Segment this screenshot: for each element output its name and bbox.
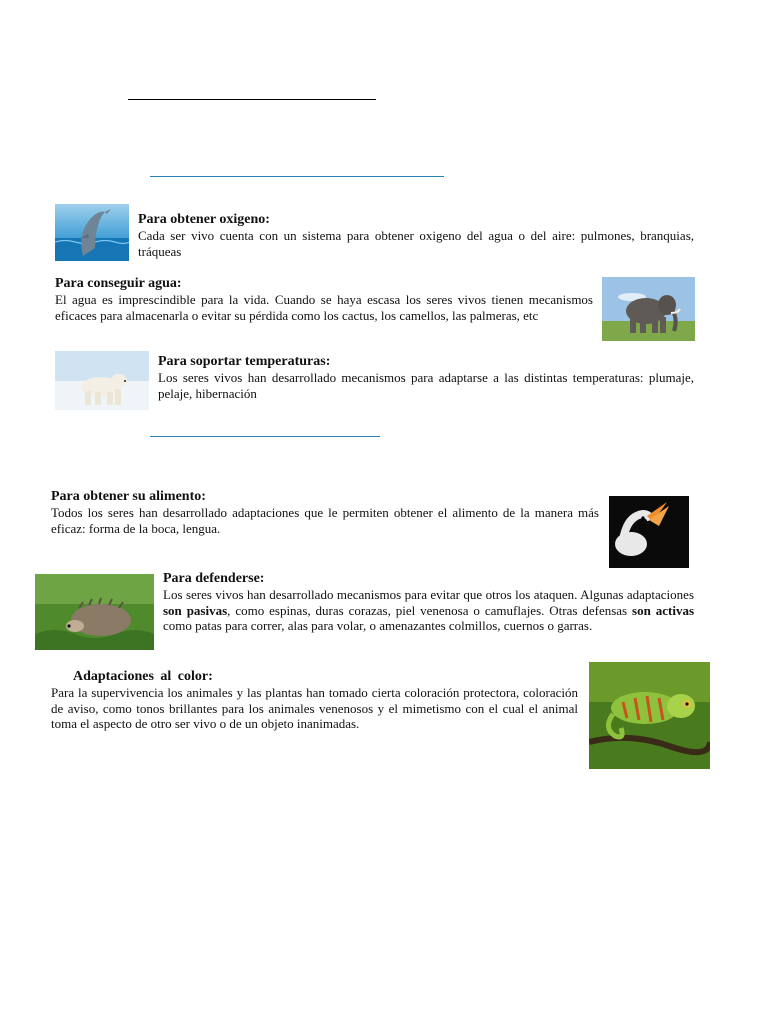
polar-bear-image — [55, 351, 149, 410]
chameleon-icon — [589, 662, 710, 769]
section-temperaturas — [158, 353, 694, 401]
bold-term-pasivas: son pasivas — [163, 602, 228, 618]
section-title: Para conseguir agua: — [55, 276, 182, 291]
section-title: Para obtener oxigeno: — [138, 212, 270, 227]
dolphin-icon — [55, 204, 129, 261]
elephant-icon — [602, 277, 695, 341]
section-text: Todos los seres han desarrollado adaptaciones que le permiten obtener el alimento de la manera más eficaz: forma de la boca, lengua. — [51, 505, 599, 536]
polar-bear-icon — [55, 351, 149, 410]
section-oxigeno — [138, 211, 694, 259]
section-defenderse — [163, 570, 694, 634]
section-text — [163, 587, 694, 634]
section-text: El agua es imprescindible para la vida. Cuando se haya escasa los seres vivos tienen mecanismos eficaces para almacenarla o evitar su pérdida como los cactus, los camellos, las palmeras, etc — [55, 292, 593, 323]
section-text: Los seres vivos han desarrollado mecanismos para adaptarse a las distintas temperaturas: plumaje, pelaje, hibernación — [158, 370, 694, 401]
text-part: como patas para correr, alas para volar, o amenazantes colmillos, cuernos o garras. — [163, 618, 593, 633]
section-color — [51, 668, 578, 732]
pelican-image — [609, 496, 689, 568]
section-agua — [55, 275, 593, 323]
top-rule — [128, 99, 376, 100]
section-title: Para obtener su alimento: — [51, 489, 206, 504]
link-rule-2 — [150, 436, 380, 437]
chameleon-image — [589, 662, 710, 769]
text-part: , como espinas, duras corazas, piel venenosa o camuflajes. Otras defensas — [227, 602, 633, 618]
hedgehog-icon — [35, 574, 154, 650]
elephant-image — [602, 277, 695, 341]
pelican-icon — [609, 496, 689, 568]
section-text: Cada ser vivo cuenta con un sistema para obtener oxigeno del agua o del aire: pulmones, branquias, tráqueas — [138, 228, 694, 259]
section-alimento — [51, 488, 599, 536]
section-title: Para defenderse: — [163, 571, 265, 586]
bold-term-activas: son activas — [632, 602, 694, 618]
dolphin-image — [55, 204, 129, 261]
text-part: Los seres vivos han desarrollado mecanismos para evitar que otros los ataquen. Algunas adaptaciones — [163, 587, 694, 602]
section-title: Adaptaciones al color: — [73, 669, 213, 684]
section-text: Para la supervivencia los animales y las plantas han tomado cierta coloración protectora, coloración de aviso, como tonos brillantes para los animales venenosos y el mimetismo con el cual el animal toma el aspecto de otro ser vivo o de un objeto inanimadas. — [51, 685, 578, 731]
link-rule-1 — [150, 176, 444, 177]
section-title: Para soportar temperaturas: — [158, 354, 331, 369]
hedgehog-image — [35, 574, 154, 650]
